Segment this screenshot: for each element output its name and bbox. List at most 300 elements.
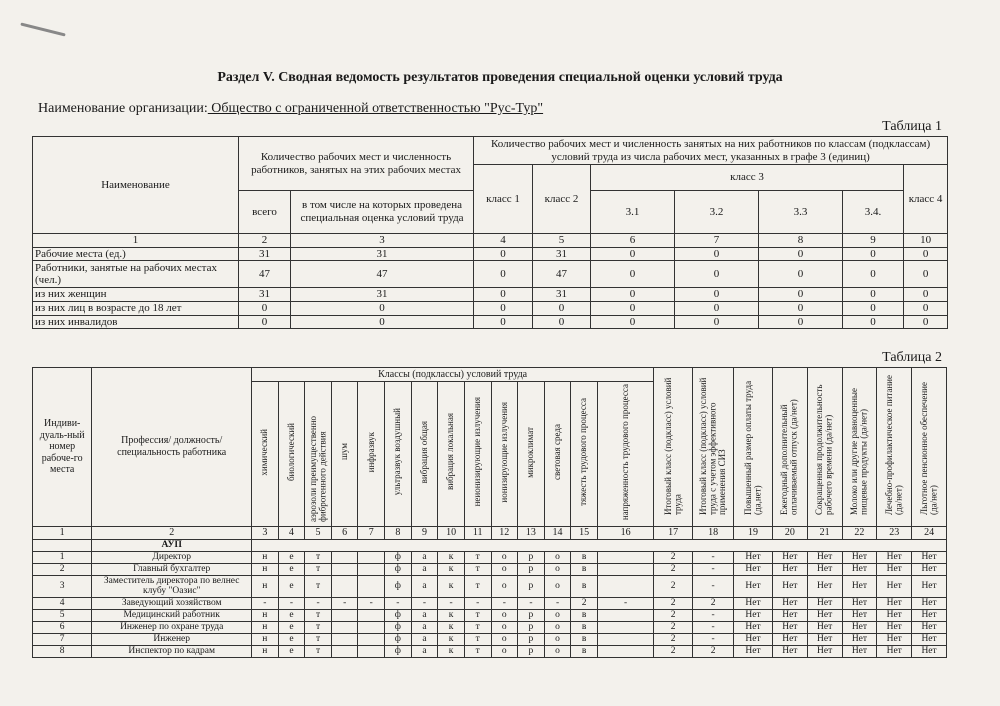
t2-cell: а bbox=[411, 575, 438, 598]
t2-cell: Нет bbox=[807, 622, 842, 634]
t2-cell bbox=[331, 610, 358, 622]
t2-row-profession: Главный бухгалтер bbox=[92, 563, 252, 575]
t2-cell: Нет bbox=[877, 563, 912, 575]
t2-cell: ф bbox=[385, 610, 412, 622]
t2-cell bbox=[331, 551, 358, 563]
t2-cell bbox=[358, 610, 385, 622]
t2-cell: р bbox=[518, 575, 545, 598]
t2-factor-header: шум bbox=[331, 382, 358, 527]
t2-cell: Нет bbox=[772, 575, 807, 598]
t2-cell: р bbox=[518, 551, 545, 563]
t1-header-class2: класс 2 bbox=[533, 165, 591, 234]
t2-cell: р bbox=[518, 634, 545, 646]
table-row bbox=[33, 563, 947, 575]
t1-row bbox=[33, 315, 948, 329]
t2-cell: - bbox=[693, 610, 734, 622]
t2-column-number: 6 bbox=[331, 526, 358, 539]
t1-column-number: 9 bbox=[843, 234, 904, 248]
t2-column-number: 12 bbox=[491, 526, 518, 539]
t2-cell: к bbox=[438, 610, 465, 622]
t2-cell: - bbox=[411, 598, 438, 610]
t1-column-number: 6 bbox=[591, 234, 675, 248]
t2-cell: о bbox=[491, 575, 518, 598]
t2-column-number: 9 bbox=[411, 526, 438, 539]
t2-cell: Нет bbox=[912, 575, 947, 598]
t1-column-number: 5 bbox=[533, 234, 591, 248]
summary-table bbox=[32, 136, 948, 329]
t2-cell: е bbox=[278, 622, 305, 634]
t2-row-profession: Директор bbox=[92, 551, 252, 563]
t1-row bbox=[33, 288, 948, 302]
t2-cell: - bbox=[693, 634, 734, 646]
t2-column-number: 2 bbox=[92, 526, 252, 539]
t2-cell bbox=[597, 646, 653, 658]
t2-cell: к bbox=[438, 575, 465, 598]
t2-cell: т bbox=[305, 563, 332, 575]
t1-cell: 0 bbox=[675, 247, 759, 261]
t2-cell: 2 bbox=[571, 598, 598, 610]
t2-header-classes: Классы (подклассы) условий труда bbox=[252, 368, 654, 382]
t2-header-id: Индиви-дуаль-ный номер рабоче-го места bbox=[33, 368, 92, 527]
t1-column-number: 3 bbox=[291, 234, 474, 248]
t2-header-profession: Профессия/ должность/ специальность работника bbox=[92, 368, 252, 527]
t1-cell: 0 bbox=[675, 315, 759, 329]
t2-cell: Нет bbox=[842, 575, 877, 598]
t2-cell: - bbox=[693, 551, 734, 563]
t2-cell: Нет bbox=[842, 598, 877, 610]
organization-name: Общество с ограниченной ответственностью "Рус-Тур" bbox=[207, 101, 544, 116]
t2-cell: н bbox=[252, 551, 279, 563]
t2-cell bbox=[597, 575, 653, 598]
t2-cell: Нет bbox=[807, 598, 842, 610]
t2-cell: - bbox=[331, 598, 358, 610]
t2-column-number: 8 bbox=[385, 526, 412, 539]
t2-cell: ф bbox=[385, 575, 412, 598]
t2-cell: Нет bbox=[734, 598, 773, 610]
t2-cell: 2 bbox=[654, 551, 693, 563]
table2-caption: Таблица 2 bbox=[882, 350, 942, 365]
t2-cell: - bbox=[305, 598, 332, 610]
t2-cell: о bbox=[491, 563, 518, 575]
t1-cell: 0 bbox=[474, 247, 533, 261]
t2-cell: в bbox=[571, 646, 598, 658]
t1-cell: 0 bbox=[591, 288, 675, 302]
t2-cell: о bbox=[491, 646, 518, 658]
t1-cell: 0 bbox=[759, 301, 843, 315]
t2-cell: к bbox=[438, 563, 465, 575]
t1-row-name: из них женщин bbox=[33, 288, 239, 302]
t2-header-nutrition: Лечебно-профилактическое питание (да/нет) bbox=[877, 368, 912, 527]
t1-cell: 0 bbox=[675, 261, 759, 288]
t2-cell: в bbox=[571, 610, 598, 622]
t2-cell: о bbox=[544, 563, 571, 575]
t2-cell: Нет bbox=[807, 610, 842, 622]
t2-column-number: 16 bbox=[597, 526, 653, 539]
t2-factor-header: ультразвук воздушный bbox=[385, 382, 412, 527]
t1-cell: 0 bbox=[843, 288, 904, 302]
t2-cell: Нет bbox=[877, 575, 912, 598]
t2-cell: т bbox=[305, 575, 332, 598]
t2-column-number: 22 bbox=[842, 526, 877, 539]
table-row bbox=[33, 575, 947, 598]
t2-factor-header: вибрация общая bbox=[411, 382, 438, 527]
table-row bbox=[33, 634, 947, 646]
t2-factor-header: биологический bbox=[278, 382, 305, 527]
t2-header-pay: Повышенный размер оплаты труда (да,нет) bbox=[734, 368, 773, 527]
t1-header-count: Количество рабочих мест и численность работников, занятых на этих рабочих местах bbox=[239, 137, 474, 191]
t1-cell: 0 bbox=[843, 247, 904, 261]
t2-factor-header: неионизирующие излучения bbox=[464, 382, 491, 527]
t1-row-name: из них инвалидов bbox=[33, 315, 239, 329]
t2-column-number: 11 bbox=[464, 526, 491, 539]
t1-cell: 0 bbox=[291, 315, 474, 329]
t2-cell: 2 bbox=[654, 634, 693, 646]
t2-cell: Нет bbox=[772, 634, 807, 646]
t2-cell: - bbox=[438, 598, 465, 610]
t1-cell: 47 bbox=[239, 261, 291, 288]
t2-cell: т bbox=[305, 646, 332, 658]
t2-cell: Нет bbox=[807, 551, 842, 563]
t2-cell: Нет bbox=[734, 575, 773, 598]
t2-cell: Нет bbox=[842, 622, 877, 634]
t1-column-number: 4 bbox=[474, 234, 533, 248]
t2-cell: т bbox=[305, 622, 332, 634]
t2-column-number: 15 bbox=[571, 526, 598, 539]
t1-cell: 0 bbox=[533, 315, 591, 329]
t2-cell: р bbox=[518, 622, 545, 634]
t2-cell: н bbox=[252, 575, 279, 598]
t2-cell: Нет bbox=[912, 551, 947, 563]
t1-cell: 0 bbox=[474, 261, 533, 288]
t1-row-name: Работники, занятые на рабочих местах (чел.) bbox=[33, 261, 239, 288]
t2-cell: в bbox=[571, 575, 598, 598]
t2-column-number: 23 bbox=[877, 526, 912, 539]
t2-column-number: 18 bbox=[693, 526, 734, 539]
t2-column-number: 5 bbox=[305, 526, 332, 539]
t2-cell bbox=[358, 646, 385, 658]
t2-cell: т bbox=[464, 634, 491, 646]
t2-cell: а bbox=[411, 551, 438, 563]
t2-cell: - bbox=[693, 622, 734, 634]
t2-cell: р bbox=[518, 610, 545, 622]
t1-cell: 0 bbox=[759, 261, 843, 288]
t1-cell: 0 bbox=[291, 301, 474, 315]
t1-cell: 31 bbox=[239, 247, 291, 261]
t1-cell: 0 bbox=[759, 288, 843, 302]
t2-cell bbox=[331, 575, 358, 598]
t2-row-profession: Инженер по охране труда bbox=[92, 622, 252, 634]
t2-cell bbox=[358, 634, 385, 646]
t2-cell: Нет bbox=[877, 622, 912, 634]
t1-row bbox=[33, 247, 948, 261]
t2-cell: о bbox=[544, 646, 571, 658]
t2-cell: - bbox=[385, 598, 412, 610]
t2-cell: к bbox=[438, 551, 465, 563]
t2-cell: Нет bbox=[877, 610, 912, 622]
t1-header-sub: 3.1 bbox=[591, 191, 675, 234]
t1-cell: 0 bbox=[474, 288, 533, 302]
t2-cell: Нет bbox=[912, 610, 947, 622]
t2-cell: - bbox=[544, 598, 571, 610]
table-row bbox=[33, 598, 947, 610]
t2-cell: н bbox=[252, 563, 279, 575]
organization-label: Наименование организации: bbox=[38, 101, 208, 116]
t2-section-label: АУП bbox=[92, 539, 252, 551]
t2-cell: Нет bbox=[912, 598, 947, 610]
t2-row-profession: Заведующий хозяйством bbox=[92, 598, 252, 610]
t1-column-number: 8 bbox=[759, 234, 843, 248]
t2-cell: Нет bbox=[877, 634, 912, 646]
t2-cell: - bbox=[597, 598, 653, 610]
t2-cell: о bbox=[544, 551, 571, 563]
t2-factor-header: химический bbox=[252, 382, 279, 527]
t2-cell: Нет bbox=[842, 610, 877, 622]
t1-cell: 0 bbox=[474, 315, 533, 329]
t1-cell: 31 bbox=[239, 288, 291, 302]
table-row bbox=[33, 610, 947, 622]
t2-cell: о bbox=[544, 575, 571, 598]
t2-cell: в bbox=[571, 622, 598, 634]
t2-cell: ф bbox=[385, 634, 412, 646]
t2-cell: 2 bbox=[693, 646, 734, 658]
table1-caption: Таблица 1 bbox=[882, 119, 942, 134]
t2-cell: т bbox=[464, 610, 491, 622]
t1-header-name: Наименование bbox=[33, 137, 239, 234]
t1-column-number: 1 bbox=[33, 234, 239, 248]
t2-cell: Нет bbox=[877, 551, 912, 563]
t2-cell: в bbox=[571, 563, 598, 575]
t1-cell: 31 bbox=[533, 288, 591, 302]
t1-cell: 31 bbox=[533, 247, 591, 261]
t2-cell: Нет bbox=[807, 563, 842, 575]
t2-cell: е bbox=[278, 563, 305, 575]
t2-cell: ф bbox=[385, 551, 412, 563]
t2-cell bbox=[358, 551, 385, 563]
t2-row-profession: Инспектор по кадрам bbox=[92, 646, 252, 658]
t1-header-total: всего bbox=[239, 191, 291, 234]
t2-row-id: 1 bbox=[33, 551, 92, 563]
t1-header-sub: 3.3 bbox=[759, 191, 843, 234]
t2-factor-header: световая среда bbox=[544, 382, 571, 527]
t1-cell: 0 bbox=[239, 301, 291, 315]
t2-cell: Нет bbox=[877, 598, 912, 610]
t2-cell bbox=[597, 551, 653, 563]
t2-cell bbox=[597, 622, 653, 634]
section-title: Раздел V. Сводная ведомость результатов проведения специальной оценки условий труда bbox=[217, 70, 783, 85]
t2-cell: ф bbox=[385, 563, 412, 575]
t2-cell: 2 bbox=[654, 610, 693, 622]
t1-cell: 0 bbox=[904, 315, 948, 329]
t2-cell: - bbox=[358, 598, 385, 610]
t2-cell: а bbox=[411, 622, 438, 634]
t1-row bbox=[33, 301, 948, 315]
t2-cell: - bbox=[518, 598, 545, 610]
t2-cell: р bbox=[518, 563, 545, 575]
t2-cell: Нет bbox=[734, 634, 773, 646]
t1-column-number: 7 bbox=[675, 234, 759, 248]
t2-cell bbox=[331, 563, 358, 575]
t2-cell: е bbox=[278, 551, 305, 563]
t2-row-id: 7 bbox=[33, 634, 92, 646]
t2-factor-header: инфразвук bbox=[358, 382, 385, 527]
t2-cell: Нет bbox=[807, 575, 842, 598]
t2-row-profession: Заместитель директора по велнес клубу "Оазис" bbox=[92, 575, 252, 598]
t2-cell: Нет bbox=[807, 634, 842, 646]
t1-header-sub: 3.4. bbox=[843, 191, 904, 234]
t1-row-name: из них лиц в возрасте до 18 лет bbox=[33, 301, 239, 315]
t2-factor-header: напряженность трудового процесса bbox=[597, 382, 653, 527]
t2-cell: е bbox=[278, 634, 305, 646]
t1-header-assessed: в том числе на которых проведена специальная оценка условий труда bbox=[291, 191, 474, 234]
table-row bbox=[33, 646, 947, 658]
t2-cell: Нет bbox=[772, 563, 807, 575]
t2-header-short-hours: Сокращенная продолжительность рабочего времени (да/нет) bbox=[807, 368, 842, 527]
t1-row bbox=[33, 261, 948, 288]
t2-cell: - bbox=[491, 598, 518, 610]
t2-column-number: 19 bbox=[734, 526, 773, 539]
t1-cell: 0 bbox=[904, 301, 948, 315]
t2-cell: к bbox=[438, 646, 465, 658]
t2-cell: к bbox=[438, 622, 465, 634]
t1-header-class4: класс 4 bbox=[904, 165, 948, 234]
t2-header-pension: Льготное пенсионное обеспечение (да/нет) bbox=[912, 368, 947, 527]
t2-cell: т bbox=[464, 551, 491, 563]
t2-row-id: 5 bbox=[33, 610, 92, 622]
t2-cell: о bbox=[544, 610, 571, 622]
t2-cell: ф bbox=[385, 622, 412, 634]
t2-header-leave: Ежегодный дополнительный оплачиваемый отпуск (да/нет) bbox=[772, 368, 807, 527]
t2-cell bbox=[331, 646, 358, 658]
t1-cell: 0 bbox=[904, 247, 948, 261]
t1-header-sub: 3.2 bbox=[675, 191, 759, 234]
t1-header-classes: Количество рабочих мест и численность занятых на них работников по классам (подклассам) условий труда из числа рабочих мест, указанных в графе 3 (единиц) bbox=[474, 137, 948, 165]
t1-cell: 0 bbox=[904, 261, 948, 288]
t2-column-number: 20 bbox=[772, 526, 807, 539]
t2-cell: н bbox=[252, 622, 279, 634]
t1-cell: 0 bbox=[675, 288, 759, 302]
t2-cell: Нет bbox=[734, 646, 773, 658]
t2-cell: т bbox=[464, 575, 491, 598]
t1-column-number: 10 bbox=[904, 234, 948, 248]
t1-column-number: 2 bbox=[239, 234, 291, 248]
t2-header-milk: Молоко или другие равноценные пищевые продукты (да/нет) bbox=[842, 368, 877, 527]
t2-column-number: 10 bbox=[438, 526, 465, 539]
t2-row-id: 2 bbox=[33, 563, 92, 575]
t2-cell: Нет bbox=[772, 622, 807, 634]
t1-cell: 0 bbox=[591, 261, 675, 288]
t2-cell: о bbox=[491, 551, 518, 563]
t2-cell: Нет bbox=[842, 551, 877, 563]
t2-factor-header: ионизирующие излучения bbox=[491, 382, 518, 527]
t2-cell: а bbox=[411, 610, 438, 622]
t1-header-class3: класс 3 bbox=[591, 165, 904, 191]
t2-header-final-class-siz: Итоговый класс (подкласс) условий труда с учетом эффективного применения СИЗ bbox=[693, 368, 734, 527]
t1-cell: 0 bbox=[533, 301, 591, 315]
t2-cell: Нет bbox=[842, 563, 877, 575]
t2-cell: е bbox=[278, 646, 305, 658]
t2-column-number: 1 bbox=[33, 526, 92, 539]
t2-cell bbox=[597, 610, 653, 622]
t2-cell: 2 bbox=[693, 598, 734, 610]
t2-cell bbox=[597, 634, 653, 646]
t2-cell: т bbox=[305, 551, 332, 563]
t2-cell: т bbox=[305, 610, 332, 622]
t2-cell: о bbox=[544, 634, 571, 646]
t2-row-id: 3 bbox=[33, 575, 92, 598]
t2-cell: Нет bbox=[912, 634, 947, 646]
t2-cell: о bbox=[491, 622, 518, 634]
t2-cell bbox=[358, 563, 385, 575]
t1-cell: 47 bbox=[291, 261, 474, 288]
workplace-table bbox=[32, 367, 947, 658]
t2-factor-header: вибрация локальная bbox=[438, 382, 465, 527]
t2-cell: а bbox=[411, 563, 438, 575]
t1-cell: 0 bbox=[759, 315, 843, 329]
t1-cell: 31 bbox=[291, 288, 474, 302]
t2-cell: Нет bbox=[734, 563, 773, 575]
t1-cell: 0 bbox=[759, 247, 843, 261]
staple-mark bbox=[20, 22, 65, 36]
t1-cell: 0 bbox=[591, 301, 675, 315]
t2-cell: Нет bbox=[734, 610, 773, 622]
t2-cell: а bbox=[411, 646, 438, 658]
table-row bbox=[33, 622, 947, 634]
t1-cell: 0 bbox=[591, 315, 675, 329]
t1-cell: 31 bbox=[291, 247, 474, 261]
t2-cell: 2 bbox=[654, 598, 693, 610]
t2-row-profession: Медицинский работник bbox=[92, 610, 252, 622]
t2-cell: 2 bbox=[654, 646, 693, 658]
t2-cell bbox=[597, 563, 653, 575]
t2-cell: 2 bbox=[654, 622, 693, 634]
t2-column-number: 24 bbox=[912, 526, 947, 539]
t2-cell: Нет bbox=[877, 646, 912, 658]
t2-cell: т bbox=[464, 563, 491, 575]
t2-column-number: 4 bbox=[278, 526, 305, 539]
t1-row-name: Рабочие места (ед.) bbox=[33, 247, 239, 261]
t2-cell: т bbox=[305, 634, 332, 646]
t1-cell: 0 bbox=[675, 301, 759, 315]
t2-cell: е bbox=[278, 575, 305, 598]
t2-cell bbox=[331, 622, 358, 634]
t2-row-id: 6 bbox=[33, 622, 92, 634]
t2-cell: о bbox=[544, 622, 571, 634]
t2-column-number: 13 bbox=[518, 526, 545, 539]
t2-cell: к bbox=[438, 634, 465, 646]
t2-cell: о bbox=[491, 610, 518, 622]
t2-cell: Нет bbox=[842, 634, 877, 646]
t2-cell: 2 bbox=[654, 575, 693, 598]
t2-header-final-class: Итоговый класс (подкласс) условий труда bbox=[654, 368, 693, 527]
t2-cell: Нет bbox=[734, 622, 773, 634]
t2-cell: ф bbox=[385, 646, 412, 658]
t2-cell: - bbox=[252, 598, 279, 610]
t2-column-number: 7 bbox=[358, 526, 385, 539]
t2-cell: е bbox=[278, 610, 305, 622]
t2-cell: в bbox=[571, 634, 598, 646]
t2-cell: - bbox=[693, 563, 734, 575]
t2-cell: - bbox=[693, 575, 734, 598]
t1-cell: 0 bbox=[904, 288, 948, 302]
t1-column-numbers bbox=[33, 234, 948, 248]
t2-cell: Нет bbox=[807, 646, 842, 658]
t2-cell: Нет bbox=[842, 646, 877, 658]
t2-cell: - bbox=[278, 598, 305, 610]
t2-cell: н bbox=[252, 610, 279, 622]
t2-column-number: 3 bbox=[252, 526, 279, 539]
t2-column-number: 14 bbox=[544, 526, 571, 539]
t2-cell: Нет bbox=[912, 646, 947, 658]
